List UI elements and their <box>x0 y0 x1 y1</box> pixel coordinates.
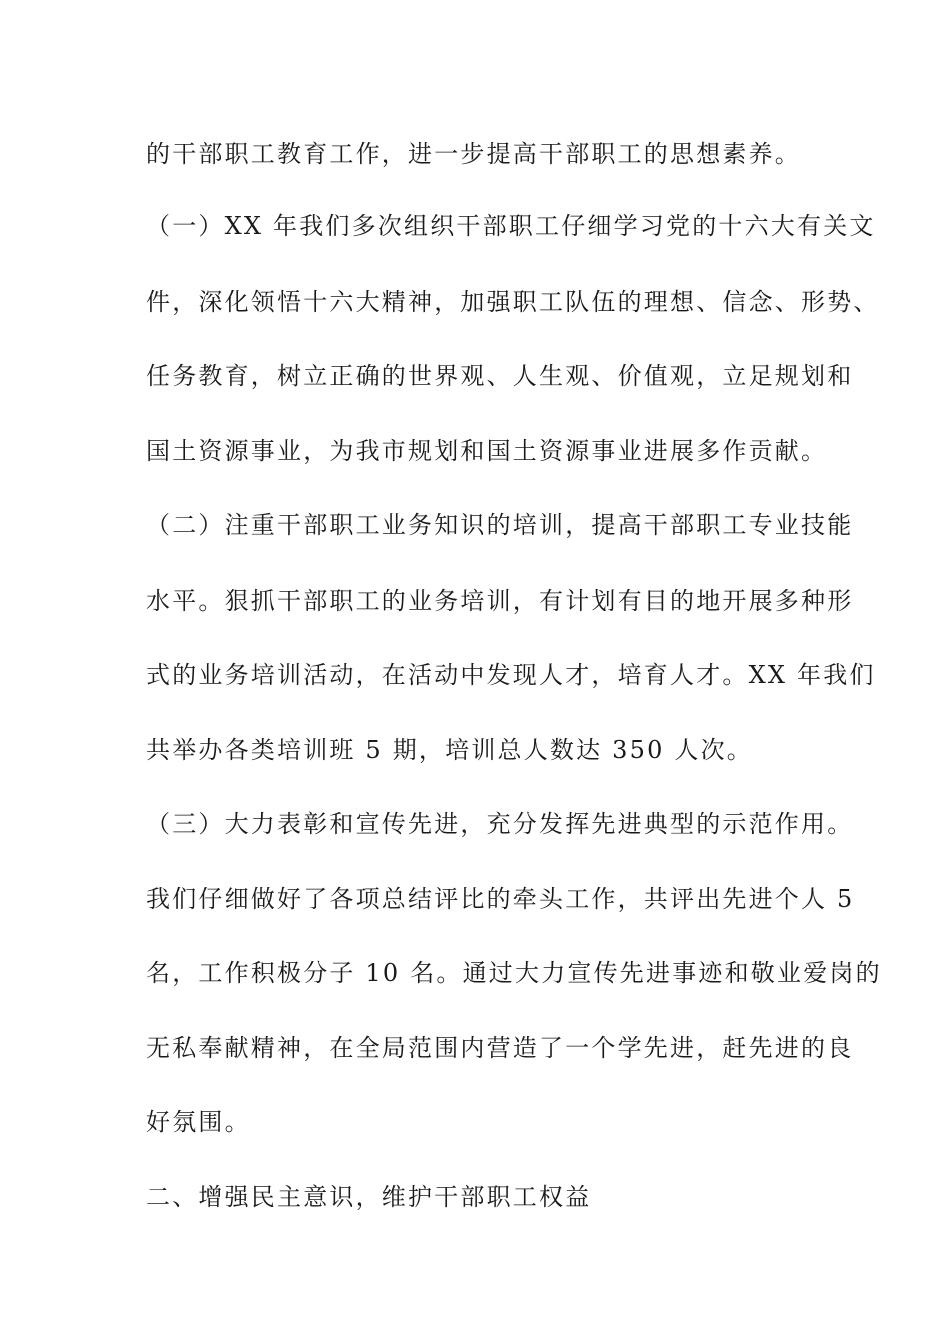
text-line-2: （一）XX 年我们多次组织干部职工仔细学习党的十六大有关文 <box>146 212 876 240</box>
text-line-5: 国土资源事业，为我市规划和国土资源事业进展多作贡献。 <box>146 437 828 465</box>
text-line-13: 无私奉献精神，在全局范围内营造了一个学先进，赶先进的良 <box>146 1034 854 1062</box>
text-line-8: 式的业务培训活动，在活动中发现人才，培育人才。XX 年我们 <box>146 661 876 689</box>
text-line-4: 任务教育，树立正确的世界观、人生观、价值观，立足规划和 <box>146 362 854 390</box>
text-line-9: 共举办各类培训班 5 期，培训总人数达 350 人次。 <box>146 736 753 764</box>
text-line-1: 的干部职工教育工作，进一步提高干部职工的思想素养。 <box>146 140 801 168</box>
text-line-14: 好氛围。 <box>146 1108 251 1136</box>
text-line-12: 名，工作积极分子 10 名。通过大力宣传先进事迹和敬业爱岗的 <box>146 959 882 987</box>
text-line-11: 我们仔细做好了各项总结评比的牵头工作，共评出先进个人 5 <box>146 885 855 913</box>
text-line-7: 水平。狠抓干部职工的业务培训，有计划有目的地开展多种形 <box>146 587 854 615</box>
section-heading: 二、增强民主意识，维护干部职工权益 <box>146 1183 592 1211</box>
text-line-10: （三）大力表彰和宣传先进，充分发挥先进典型的示范作用。 <box>146 810 854 838</box>
text-line-3: 件，深化领悟十六大精神，加强职工队伍的理想、信念、形势、 <box>146 288 880 316</box>
text-line-6: （二）注重干部职工业务知识的培训，提高干部职工专业技能 <box>146 511 854 539</box>
